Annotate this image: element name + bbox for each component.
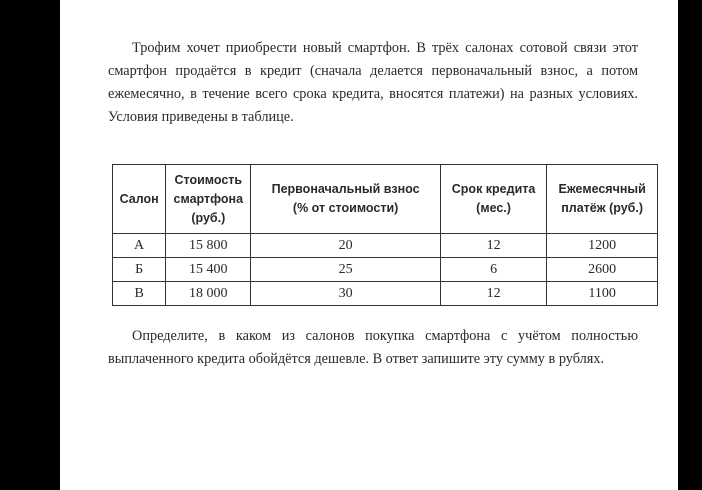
header-monthly bbox=[547, 165, 658, 234]
cell-salon: В bbox=[113, 282, 166, 306]
header-monthly-line-1: Ежемесячный bbox=[558, 182, 646, 196]
cell-down-payment: 25 bbox=[251, 258, 440, 282]
problem-intro: Трофим хочет приобрести новый смартфон. В трёх салонах сотовой связи этот смартфон продаётся в кредит (сначала делается первоначальный взнос, а потом ежемесячно, в течение всего срока кредита, вносятся платежи) на разных условиях. Условия приведены в таблице. bbox=[108, 40, 638, 125]
header-monthly-line-2: платёж (руб.) bbox=[561, 201, 644, 215]
cell-price: 18 000 bbox=[166, 282, 251, 306]
header-price-line-3: (руб.) bbox=[191, 210, 226, 225]
table-row bbox=[113, 282, 658, 306]
table-row bbox=[113, 234, 658, 258]
cell-price: 15 400 bbox=[166, 258, 251, 282]
cell-monthly: 1200 bbox=[547, 234, 658, 258]
header-down-payment bbox=[251, 165, 440, 234]
cell-salon: Б bbox=[113, 258, 166, 282]
credit-conditions-table bbox=[112, 164, 658, 306]
cell-term: 12 bbox=[440, 282, 546, 306]
cell-salon: А bbox=[113, 234, 166, 258]
header-price bbox=[166, 165, 251, 234]
cell-term: 6 bbox=[440, 258, 546, 282]
cell-down-payment: 30 bbox=[251, 282, 440, 306]
cell-monthly: 1100 bbox=[547, 282, 658, 306]
document-page bbox=[60, 0, 678, 490]
table-row bbox=[113, 258, 658, 282]
cell-down-payment: 20 bbox=[251, 234, 440, 258]
header-term-line-2: (мес.) bbox=[476, 201, 511, 215]
header-down-line-2: (% от стоимости) bbox=[292, 201, 399, 215]
header-price-line-2: смартфона bbox=[173, 191, 244, 206]
table-header-row bbox=[113, 165, 658, 234]
header-term bbox=[440, 165, 546, 234]
header-down-line-1: Первоначальный взнос bbox=[271, 182, 420, 196]
cell-monthly: 2600 bbox=[547, 258, 658, 282]
problem-question: Определите, в каком из салонов покупка смартфона с учётом полностью выплаченного кредита обойдётся дешевле. В ответ запишите эту сумму в рублях. bbox=[108, 328, 638, 367]
cell-term: 12 bbox=[440, 234, 546, 258]
header-price-line-1: Стоимость bbox=[174, 172, 243, 187]
header-salon: Салон bbox=[113, 165, 166, 234]
cell-price: 15 800 bbox=[166, 234, 251, 258]
header-term-line-1: Срок кредита bbox=[451, 182, 536, 196]
